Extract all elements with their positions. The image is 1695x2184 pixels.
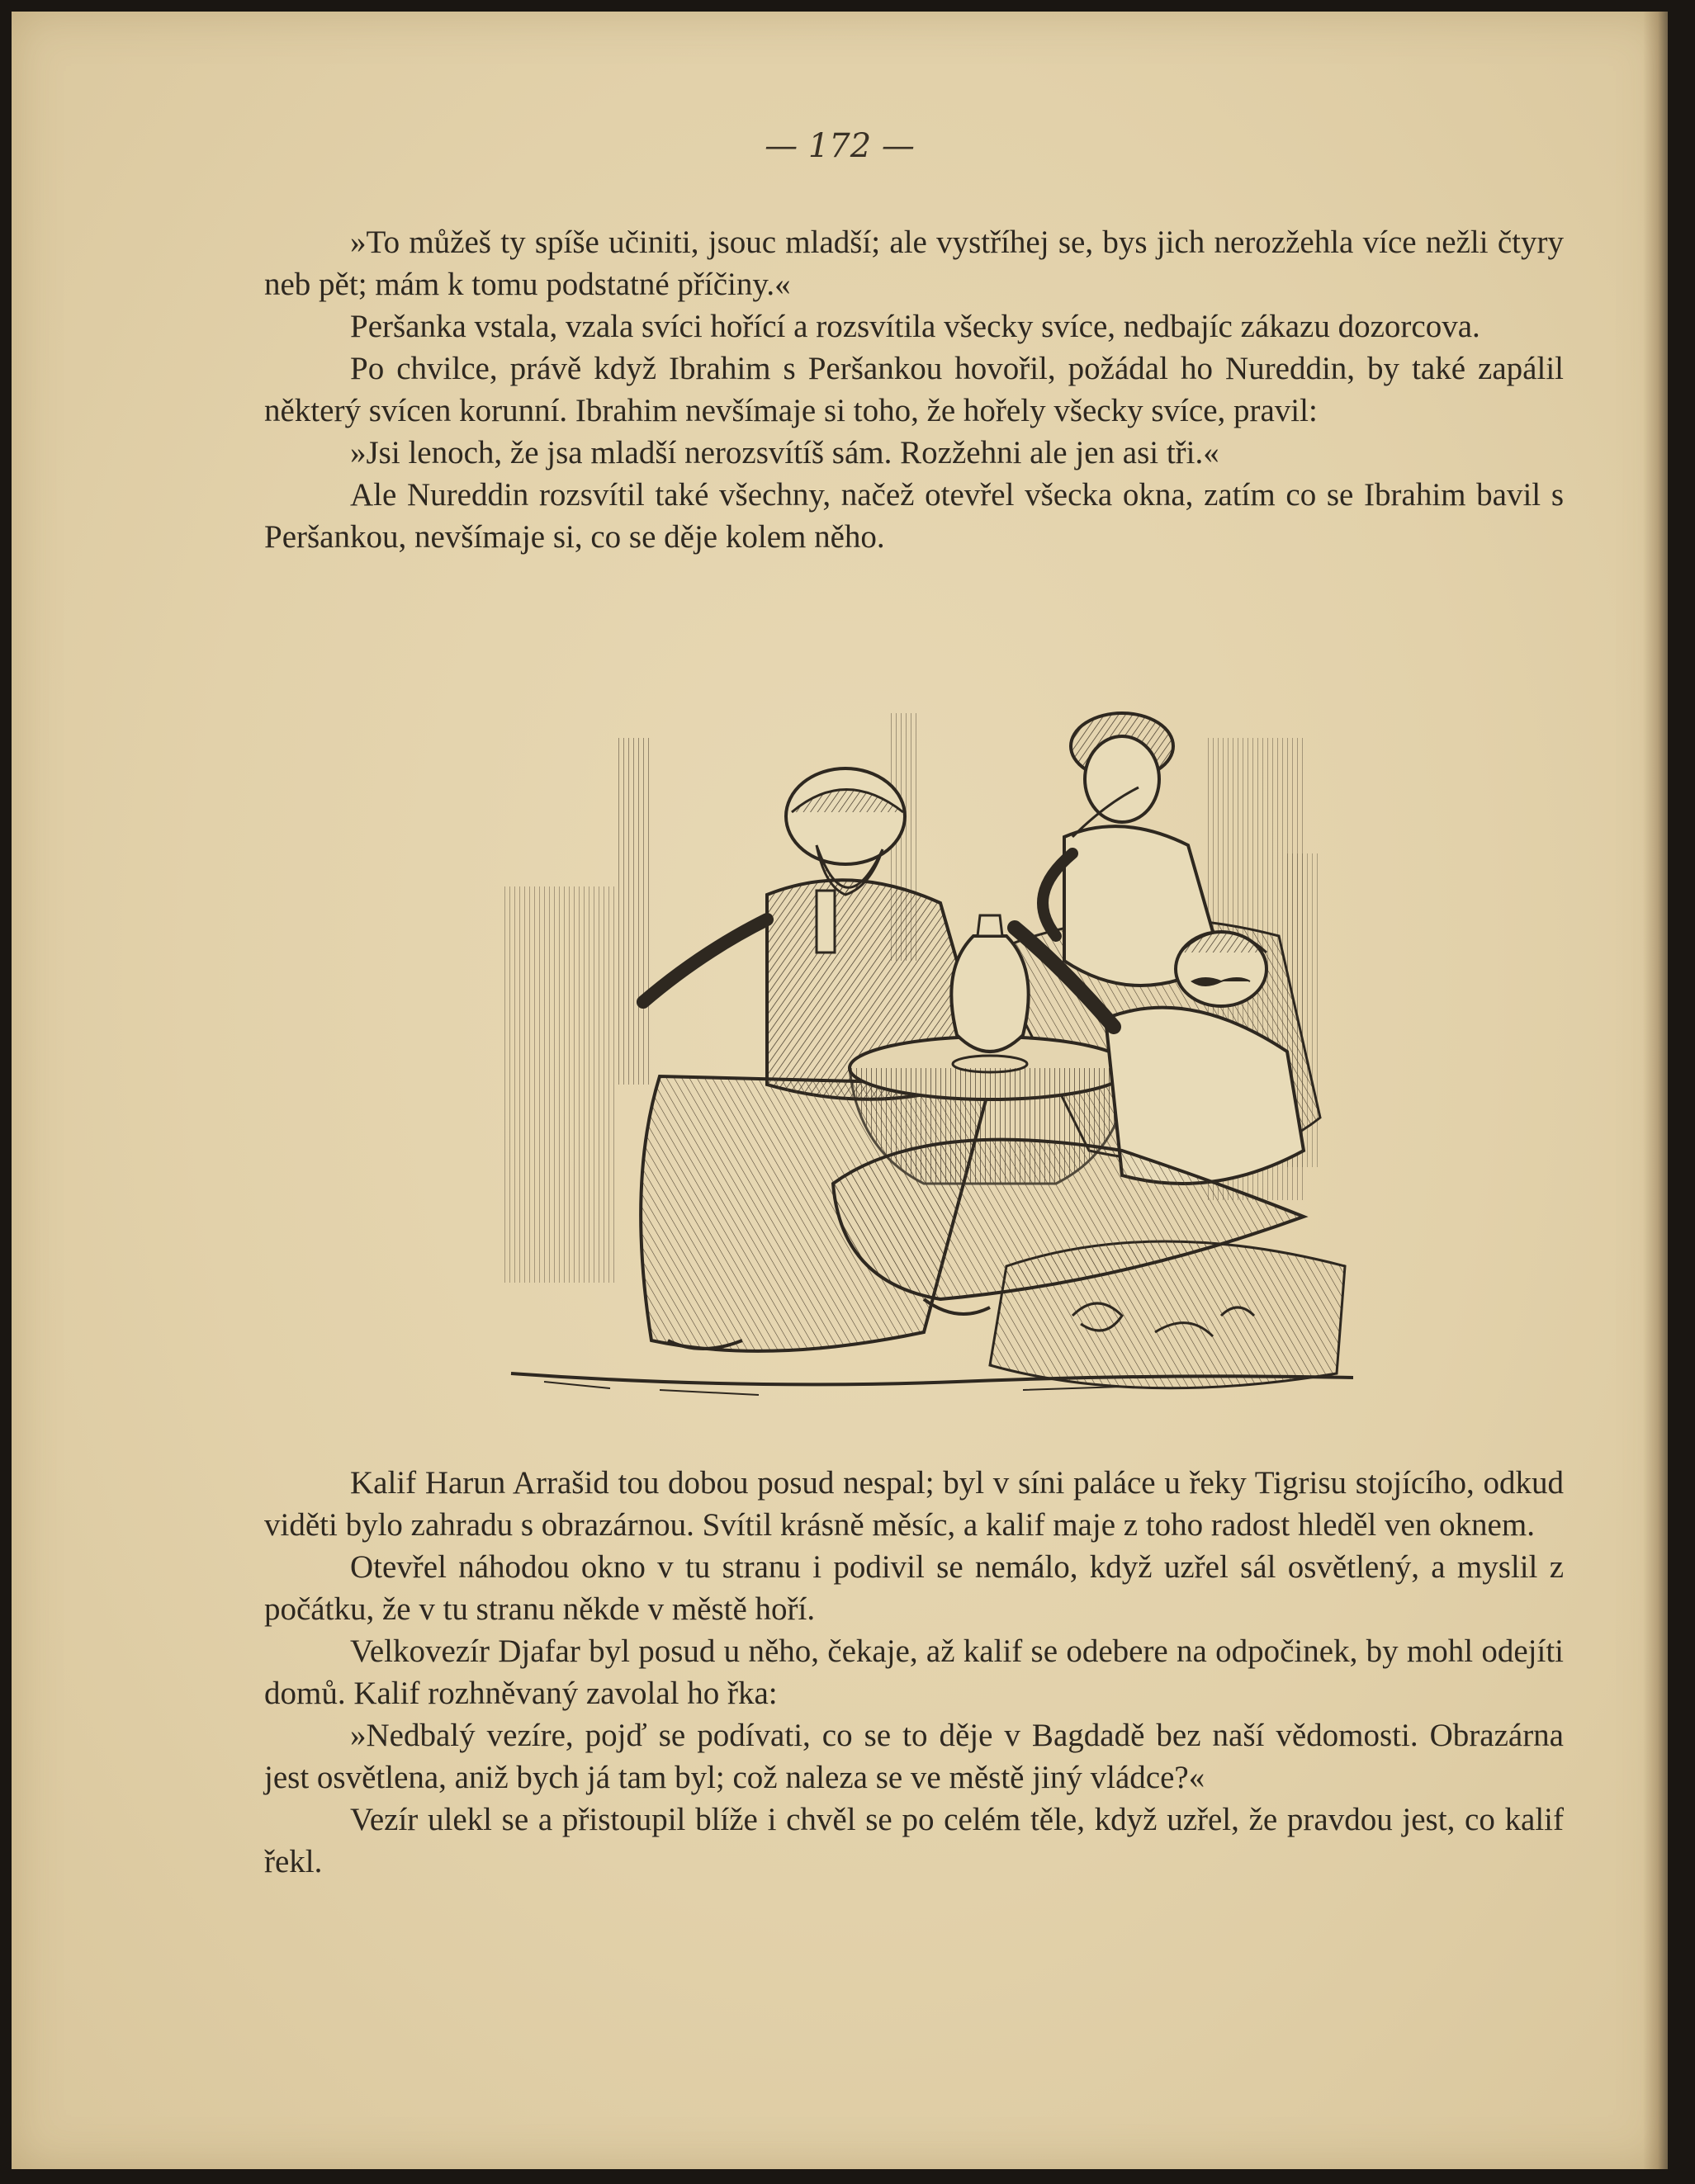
text-block-bottom	[264, 1462, 1564, 1883]
paragraph: Velkovezír Djafar byl posud u něho, čekaje, až kalif se odebere na odpočinek, by mohl odejíti domů. Kalif rozhněvaný zavolal ho řka:	[264, 1633, 1564, 1711]
paragraph: »Jsi lenoch, že jsa mladší nerozsvítíš sám. Rozžehni ale jen asi tři.«	[350, 435, 1219, 470]
paragraph: Peršanka vstala, vzala svíci hořící a rozsvítila všecky svíce, nedbajíc zákazu dozorcova.	[350, 309, 1480, 344]
paragraph: »To můžeš ty spíše učiniti, jsouc mladší; ale vystříhej se, bys jich nerozžehla více nežli čtyry neb pět; mám k tomu podstatné příčiny.«	[264, 225, 1564, 302]
page-number: — 172 —	[765, 127, 915, 165]
paragraph: Kalif Harun Arrašid tou dobou posud nespal; byl v síni paláce u řeky Tigrisu stojícího, odkud viděti bylo zahradu s obrazárnou. Svítil krásně měsíc, a kalif maje z toho radost hleděl ven oknem.	[264, 1465, 1564, 1543]
paragraph: Vezír ulekl se a přistoupil blíže i chvěl se po celém těle, když uzřel, že pravdou jest, co kalif řekl.	[264, 1802, 1564, 1879]
paragraph: »Nedbalý vezíre, pojď se podívati, co se to děje v Bagdadě bez naší vědomosti. Obrazárna jest osvětlena, aniž bych já tam byl; což naleza se ve městě jiný vládce?«	[264, 1718, 1564, 1795]
book-page	[12, 12, 1668, 2169]
text-block-top	[264, 221, 1564, 558]
paragraph: Otevřel náhodou okno v tu stranu i podivil se nemálo, když uzřel sál osvětlený, a myslil z počátku, že v tu stranu někde v městě hoří.	[264, 1549, 1564, 1627]
engraving-illustration	[495, 688, 1361, 1415]
paragraph: Ale Nureddin rozsvítil také všechny, načež otevřel všecka okna, zatím co se Ibrahim bavil s Peršankou, nevšímaje si, co se děje kolem něho.	[264, 477, 1564, 555]
paragraph: Po chvilce, právě když Ibrahim s Peršankou hovořil, požádal ho Nureddin, by také zapálil některý svícen korunní. Ibrahim nevšímaje si toho, že hořely všecky svíce, pravil:	[264, 351, 1564, 428]
page-edge-shadow	[1643, 12, 1668, 2169]
